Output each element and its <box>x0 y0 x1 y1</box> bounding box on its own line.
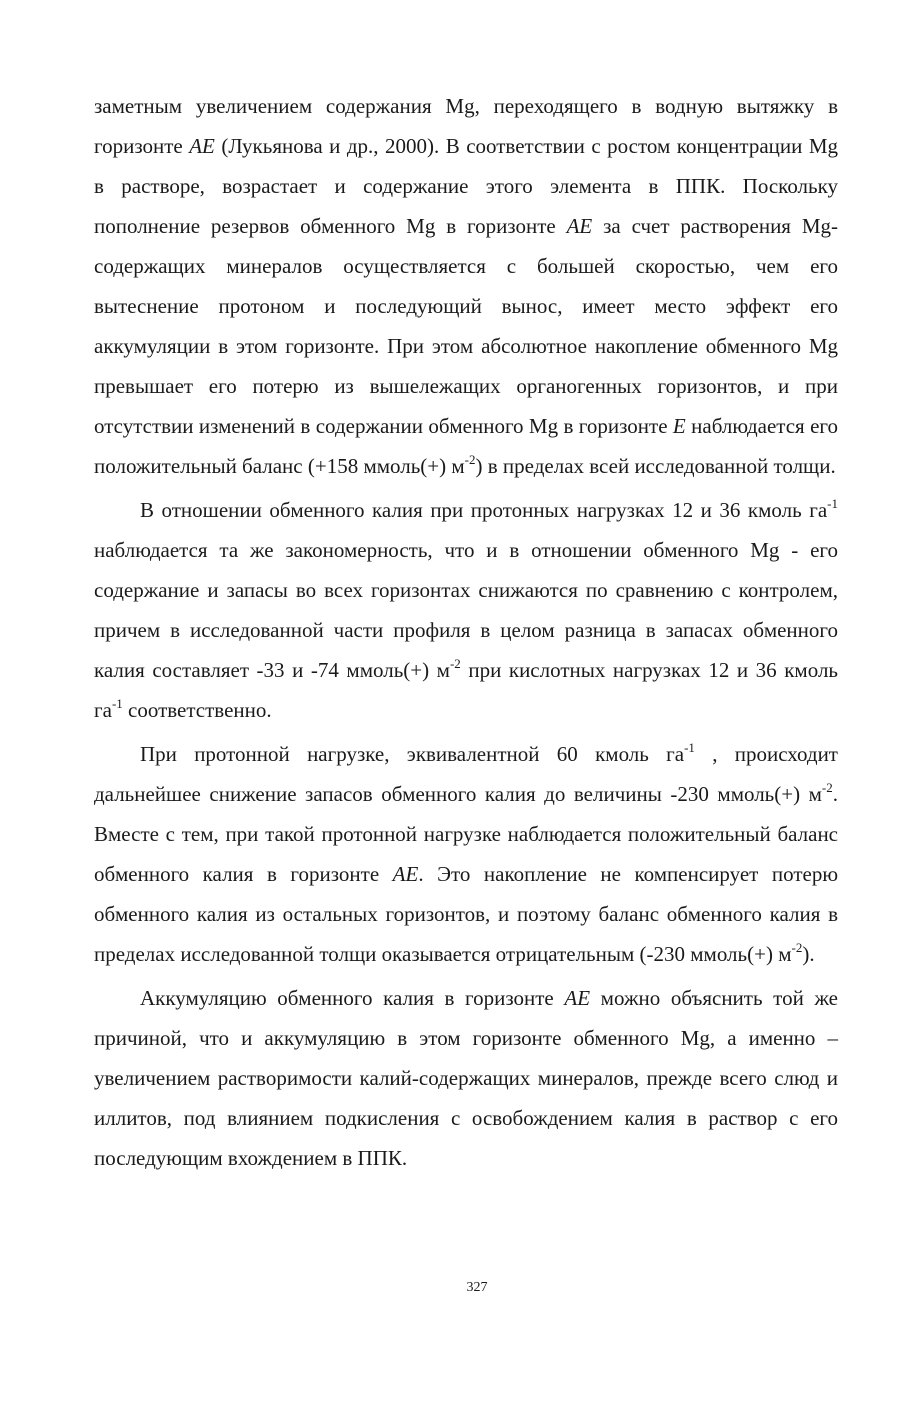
paragraph-4 <box>94 978 838 1178</box>
superscript-run: -1 <box>827 496 838 511</box>
text-run: ). <box>802 942 815 966</box>
paragraph-1 <box>94 86 838 486</box>
text-run: (Лукьянова и др., 2000). В соответствии с ростом концентрации Mg в растворе, возрастает и содержание этого элемента в ППК. Поскольку пополнение резервов обменного Mg в горизонте <box>94 134 838 238</box>
superscript-run: -2 <box>464 452 476 467</box>
superscript-run: -2 <box>821 780 833 795</box>
italic-run: AE <box>189 134 215 158</box>
superscript-run: -2 <box>449 656 461 671</box>
text-run: наблюдается та же закономерность, что и в отношении обменного Mg - его содержание и запасы во всех горизонтах снижаются по сравнению с контролем, причем в исследованной части профиля в целом разница в запасах обменного калия составляет -33 и -74 ммоль(+) м <box>94 538 838 682</box>
text-run: при кислотных нагрузках 12 и 36 кмоль га <box>94 658 838 722</box>
text-run: При протонной нагрузке, эквивалентной 60 кмоль га <box>140 742 685 766</box>
paragraph-2 <box>94 490 838 730</box>
superscript-run: -1 <box>111 696 123 711</box>
text-run: наблюдается его положительный баланс (+158 ммоль(+) м <box>94 414 838 478</box>
text-run: ) в пределах всей исследованной толщи. <box>475 454 836 478</box>
superscript-run: -2 <box>791 940 803 955</box>
text-run: Аккумуляцию обменного калия в горизонте <box>140 986 565 1010</box>
body-text <box>94 86 838 1178</box>
italic-run: AE <box>564 986 591 1010</box>
text-run: за счет растворения Mg-содержащих минералов осуществляется с большей скоростью, чем его вытеснение протоном и последующий вынос, имеет место эффект его аккумуляции в этом горизонте. При этом абсолютное накопление обменного Mg превышает его потерю из вышележащих органогенных горизонтов, и при отсутствии изменений в содержании обменного Mg в горизонте <box>94 214 838 438</box>
text-run: можно объяснить той же причиной, что и аккумуляцию в этом горизонте обменного Mg, а именно – увеличением растворимости калий-содержащих минералов, прежде всего слюд и иллитов, под влиянием подкисления с освобождением калия в раствор с его последующим вхождением в ППК. <box>94 986 838 1170</box>
text-run: В отношении обменного калия при протонных нагрузках 12 и 36 кмоль га <box>140 498 828 522</box>
text-run: соответственно. <box>122 698 272 722</box>
text-run: . Вместе с тем, при такой протонной нагрузке наблюдается положительный баланс обменного калия в горизонте <box>94 782 838 886</box>
italic-run: AE <box>392 862 419 886</box>
italic-run: E <box>672 414 686 438</box>
text-run: , происходит дальнейшее снижение запасов обменного калия до величины -230 ммоль(+) м <box>94 742 838 806</box>
paragraph-3 <box>94 734 838 974</box>
italic-run: AE <box>566 214 593 238</box>
page-number: 327 <box>466 1280 488 1295</box>
text-run: заметным увеличением содержания Mg, переходящего в водную вытяжку в горизонте <box>94 94 838 158</box>
superscript-run: -1 <box>684 740 695 755</box>
text-run: . Это накопление не компенсирует потерю обменного калия из остальных горизонтов, и поэтому баланс обменного калия в пределах исследованной толщи оказывается отрицательным (-230 ммоль(+) м <box>94 862 839 966</box>
